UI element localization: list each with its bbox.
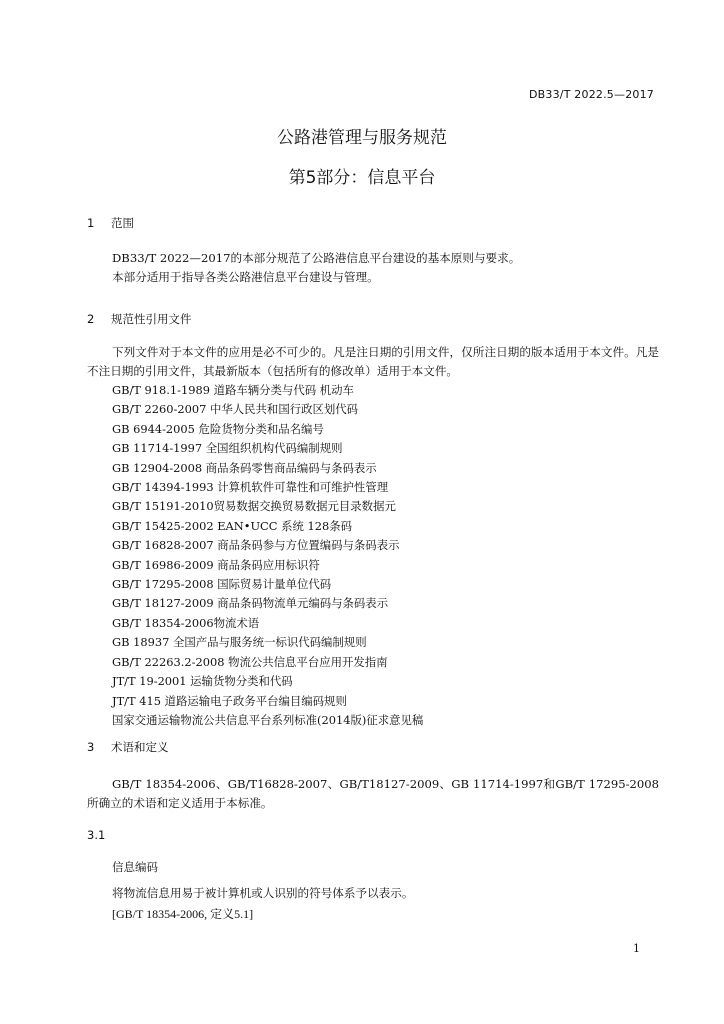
list-item: GB 11714-1997 全国组织机构代码编制规则 [112,441,343,456]
section-title: 规范性引用文件 [111,312,192,326]
subsection-number: 3.1 [87,828,106,842]
list-item: GB/T 16986-2009 商品条码应用标识符 [112,557,320,572]
section-title: 范围 [111,216,134,230]
list-item: JT/T 19-2001 运输货物分类和代码 [112,674,293,689]
standard-code: DB33/T 2022.5—2017 [528,88,654,101]
page-number: 1 [633,942,640,955]
scope-paragraph-1: DB33/T 2022—2017的本部分规范了公路港信息平台建设的基本原则与要求。 [112,251,521,265]
list-item: GB/T 22263.2-2008 物流公共信息平台应用开发指南 [112,654,388,669]
list-item: GB 12904-2008 商品条码零售商品编码与条码表示 [112,460,377,475]
section-3-heading [87,739,169,755]
list-item: GB/T 17295-2008 国际贸易计量单位代码 [112,577,332,592]
section-1-heading [87,215,134,231]
term-heading: 信息编码 [112,860,158,874]
list-item: GB/T 2260-2007 中华人民共和国行政区划代码 [112,402,359,417]
reference-list [112,381,423,730]
scope-paragraph-2: 本部分适用于指导各类公路港信息平台建设与管理。 [112,270,379,284]
list-item: GB/T 15425-2002 EAN•UCC 系统 128条码 [112,518,353,533]
list-item: GB/T 18354-2006物流术语 [112,615,260,630]
section-number: 3 [87,740,95,754]
list-item: GB 6944-2005 危险货物分类和品名编号 [112,421,324,436]
list-item: GB/T 14394-1993 计算机软件可靠性和可维护性管理 [112,480,389,495]
term-definition: 将物流信息用易于被计算机或人识别的符号体系予以表示。 [112,886,414,900]
part-title: 第5部分：信息平台 [288,168,436,188]
references-intro: 下列文件对于本文件的应用是必不可少的。凡是注日期的引用文件，仅所注日期的版本适用于本文件。凡是不注日期的引用文件，其最新版本（包括所有的修改单）适用于本文件。 [87,345,659,378]
section-number: 1 [87,216,95,230]
list-item: GB 18937 全国产品与服务统一标识代码编制规则 [112,635,367,650]
term-source: [GB/T 18354-2006, 定义5.1] [112,907,254,921]
document-title: 公路港管理与服务规范 [277,128,447,148]
section-2-heading [87,311,192,327]
list-item: JT/T 415 道路运输电子政务平台编目编码规则 [112,693,347,708]
section-title: 术语和定义 [111,740,169,754]
terms-intro: GB/T 18354-2006、GB/T16828-2007、GB/T18127-2009、GB 11714-1997和GB/T 17295-2008所确立的术语和定义适用于本标准。 [87,777,659,810]
list-item: GB/T 15191-2010贸易数据交换贸易数据元目录数据元 [112,499,396,514]
section-number: 2 [87,312,95,326]
list-item: GB/T 918.1-1989 道路车辆分类与代码 机动车 [112,383,354,397]
list-item: GB/T 16828-2007 商品条码参与方位置编码与条码表示 [112,538,400,553]
list-item: GB/T 18127-2009 商品条码物流单元编码与条码表示 [112,596,389,611]
list-item: 国家交通运输物流公共信息平台系列标准(2014版)征求意见稿 [112,712,424,727]
